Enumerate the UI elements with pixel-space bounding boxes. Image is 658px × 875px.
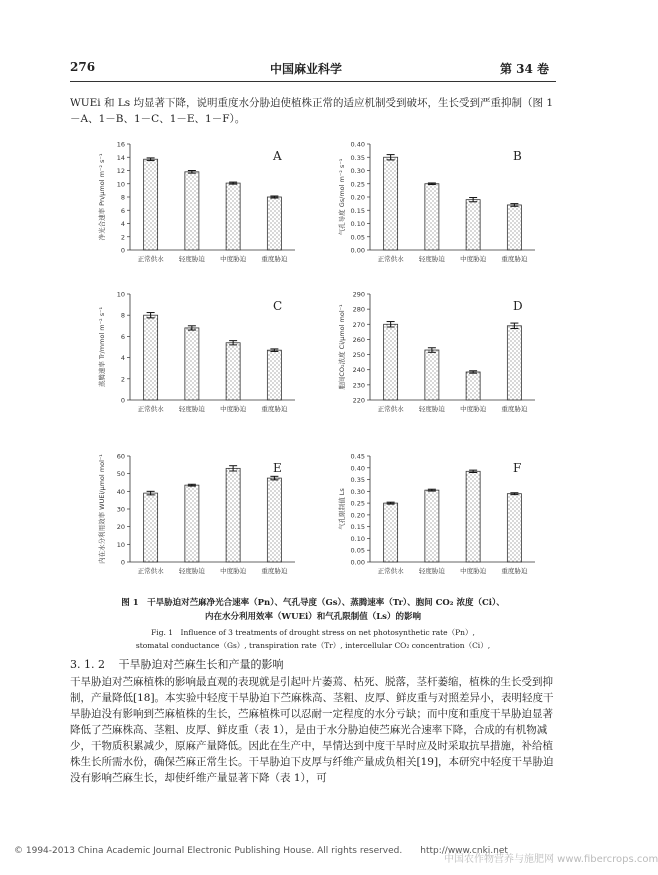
x-tick-label: 正常供水 — [377, 255, 404, 263]
x-tick-label: 重度胁迫 — [261, 405, 288, 413]
bar — [425, 350, 439, 400]
bar — [267, 350, 281, 400]
y-tick-label: 6 — [120, 206, 125, 215]
y-tick-label: 16 — [116, 140, 125, 149]
caption-en-line-1: Fig. 1 Influence of 3 treatments of drought stress on net photosynthetic rate（Pn）, — [151, 628, 475, 637]
x-tick-label: 重度胁迫 — [261, 255, 288, 263]
bar — [226, 468, 240, 562]
section-heading — [70, 656, 283, 672]
x-tick-label: 中度胁迫 — [220, 255, 247, 263]
x-tick-label: 重度胁迫 — [261, 567, 288, 575]
y-tick-label: 230 — [352, 381, 365, 390]
y-tick-label: 0.00 — [350, 246, 365, 255]
x-tick-label: 轻度胁迫 — [418, 255, 445, 263]
y-axis-label: 蒸腾速率 Tr/mmol m⁻² s⁻¹ — [98, 306, 106, 388]
y-axis-label: 气孔限制值 Ls — [338, 488, 346, 530]
y-tick-label: 12 — [116, 167, 125, 175]
x-tick-label: 重度胁迫 — [501, 405, 528, 413]
x-tick-label: 正常供水 — [377, 567, 404, 575]
bar — [185, 172, 199, 250]
section-title: 干旱胁迫对苎麻生长和产量的影响 — [118, 658, 284, 671]
bar — [466, 200, 480, 250]
y-tick-label: 0.30 — [350, 167, 365, 175]
copyright-footer: © 1994-2013 China Academic Journal Electronic Publishing House. All rights reserved. http://www.cnki.net — [14, 846, 508, 856]
y-tick-label: 0.15 — [350, 523, 365, 532]
y-axis-label: 胞间CO₂浓度 Ci/μmol mol⁻¹ — [338, 304, 346, 390]
panel-letter: C — [273, 299, 283, 313]
panel-letter: E — [273, 461, 282, 475]
y-tick-label: 2 — [120, 233, 125, 242]
x-tick-label: 中度胁迫 — [460, 405, 487, 413]
x-tick-label: 轻度胁迫 — [178, 567, 205, 575]
y-tick-label: 0.10 — [350, 534, 365, 543]
y-tick-label: 0.40 — [350, 464, 365, 473]
y-tick-label: 250 — [352, 351, 365, 360]
volume-number: 第 34 卷 — [500, 62, 550, 76]
y-tick-label: 220 — [352, 396, 365, 405]
y-tick-label: 40 — [116, 487, 125, 496]
y-tick-label: 10 — [116, 290, 125, 299]
bar — [144, 159, 158, 250]
y-tick-label: 8 — [120, 193, 125, 202]
bar — [507, 205, 521, 250]
bar — [384, 157, 398, 250]
y-tick-label: 0.05 — [350, 546, 365, 555]
y-tick-label: 2 — [120, 375, 125, 384]
journal-name: 中国麻业科学 — [270, 62, 343, 76]
x-tick-label: 轻度胁迫 — [178, 255, 205, 263]
y-tick-label: 60 — [116, 452, 125, 461]
y-tick-label: 0.20 — [350, 511, 365, 520]
y-tick-label: 0.45 — [350, 452, 365, 461]
y-tick-label: 0.20 — [350, 193, 365, 202]
caption-cn-line-2: 内在水分利用效率（WUEi）和气孔限制值（Ls）的影响 — [205, 612, 421, 622]
y-tick-label: 0 — [120, 558, 125, 567]
bar — [425, 490, 439, 562]
bar — [267, 197, 281, 250]
y-tick-label: 10 — [116, 540, 125, 549]
y-tick-label: 8 — [120, 311, 125, 320]
x-tick-label: 中度胁迫 — [220, 405, 247, 413]
y-tick-label: 0.00 — [350, 558, 365, 567]
chart-panel-c — [90, 288, 310, 423]
y-tick-label: 0.10 — [350, 220, 365, 228]
y-tick-label: 0 — [120, 246, 125, 255]
bar — [466, 471, 480, 562]
chart-panel-f — [330, 450, 550, 585]
x-tick-label: 正常供水 — [377, 405, 404, 413]
bar — [144, 315, 158, 400]
panel-letter: D — [513, 299, 523, 313]
y-tick-label: 260 — [352, 335, 365, 344]
x-tick-label: 轻度胁迫 — [418, 405, 445, 413]
y-tick-label: 0.25 — [350, 499, 365, 508]
y-tick-label: 10 — [116, 180, 125, 189]
panel-letter: B — [513, 149, 522, 163]
y-tick-label: 0.35 — [350, 153, 365, 162]
y-tick-label: 0.25 — [350, 180, 365, 189]
y-tick-label: 30 — [116, 505, 125, 514]
panel-letter: A — [273, 149, 282, 163]
y-tick-label: 20 — [116, 523, 125, 532]
chart-panel-e — [90, 450, 310, 585]
y-axis-label: 气孔导度 Gs/mol m⁻² s⁻¹ — [338, 158, 346, 236]
x-tick-label: 正常供水 — [137, 255, 164, 263]
y-tick-label: 0.15 — [350, 206, 365, 215]
y-tick-label: 280 — [352, 305, 365, 314]
bar — [267, 478, 281, 562]
intro-paragraph: WUEi 和 Ls 均显著下降，说明重度水分胁迫使植株正常的适应机制受到破坏，生长受到严重抑制（图 1－A、1－B、1－C、1－E、1－F）。 — [70, 97, 554, 125]
y-axis-label: 内在水分利用效率 WUEi/μmol mol⁻¹ — [98, 454, 106, 564]
x-tick-label: 中度胁迫 — [460, 567, 487, 575]
y-tick-label: 0.05 — [350, 233, 365, 242]
bar — [226, 183, 240, 250]
bar — [226, 343, 240, 400]
bar — [507, 326, 521, 400]
section-number: 3. 1. 2 — [70, 658, 105, 671]
page-number: 276 — [70, 60, 96, 74]
x-tick-label: 正常供水 — [137, 567, 164, 575]
caption-cn-line-1: 图 1 干旱胁迫对苎麻净光合速率（Pn）、气孔导度（Gs）、蒸腾速率（Tr）、胞间 CO₂ 浓度（Ci）、 — [121, 598, 505, 608]
x-tick-label: 正常供水 — [137, 405, 164, 413]
y-tick-label: 4 — [120, 354, 125, 363]
y-tick-label: 14 — [116, 153, 125, 162]
x-tick-label: 重度胁迫 — [501, 567, 528, 575]
watermark: 中国农作物营养与施肥网 www.fibercrops.com — [444, 854, 658, 865]
y-tick-label: 4 — [120, 220, 125, 228]
bar — [144, 493, 158, 562]
x-tick-label: 轻度胁迫 — [178, 405, 205, 413]
y-tick-label: 0.30 — [350, 487, 365, 496]
caption-en-line-2: stomatal conductance（Gs）, transpiration rate（Tr）, intercellular CO₂ concentration（Ci）, — [135, 641, 491, 650]
chart-panel-a — [90, 138, 310, 273]
y-tick-label: 50 — [116, 470, 125, 479]
header-rule — [70, 81, 556, 82]
y-tick-label: 0.40 — [350, 140, 365, 149]
y-tick-label: 6 — [120, 332, 125, 341]
chart-panel-d — [330, 288, 550, 423]
y-tick-label: 290 — [352, 290, 365, 299]
panel-letter: F — [513, 461, 522, 475]
y-tick-label: 0.35 — [350, 476, 365, 485]
bar — [425, 184, 439, 250]
y-tick-label: 240 — [352, 366, 365, 375]
x-tick-label: 重度胁迫 — [501, 255, 528, 263]
bar — [185, 485, 199, 562]
body-paragraph: 干旱胁迫对苎麻植株的影响最直观的表现就是引起叶片萎蔫、枯死、脱落，茎杆萎缩，植株的生长受到抑制，产量降低[18]。本实验中轻度干旱胁迫下苎麻株高、茎粗、皮厚、鲜皮重与对照差异小，表明轻度干旱胁迫没有影响到苎麻植株的生长，苎麻植株可以忍耐一定程度的水分亏缺；而中度和重度干旱胁迫显著降低了苎麻株高、茎粗、皮厚、鲜皮重（表 1），是由于水分胁迫使苎麻光合速率下降，合成的有机物减少，干物质积累减少，原麻产量降低。因此在生产中，旱情达到中度干旱时应及时采取抗旱措施，补给植株生长所需水份，确保苎麻正常生长。干旱胁迫下皮厚与纤维产量成负相关[19]，本研究中轻度干旱胁迫没有影响苎麻生长，却使纤维产量显著下降（表 1），可 — [70, 676, 554, 784]
bar — [507, 494, 521, 562]
bar — [384, 324, 398, 400]
y-tick-label: 270 — [352, 320, 365, 329]
bar — [466, 372, 480, 400]
x-tick-label: 中度胁迫 — [220, 567, 247, 575]
y-axis-label: 净光合速率 Pn/μmol m⁻² s⁻¹ — [98, 153, 106, 241]
chart-panel-b — [330, 138, 550, 273]
bar — [384, 503, 398, 562]
bar — [185, 328, 199, 400]
x-tick-label: 轻度胁迫 — [418, 567, 445, 575]
x-tick-label: 中度胁迫 — [460, 255, 487, 263]
y-tick-label: 0 — [120, 396, 125, 405]
